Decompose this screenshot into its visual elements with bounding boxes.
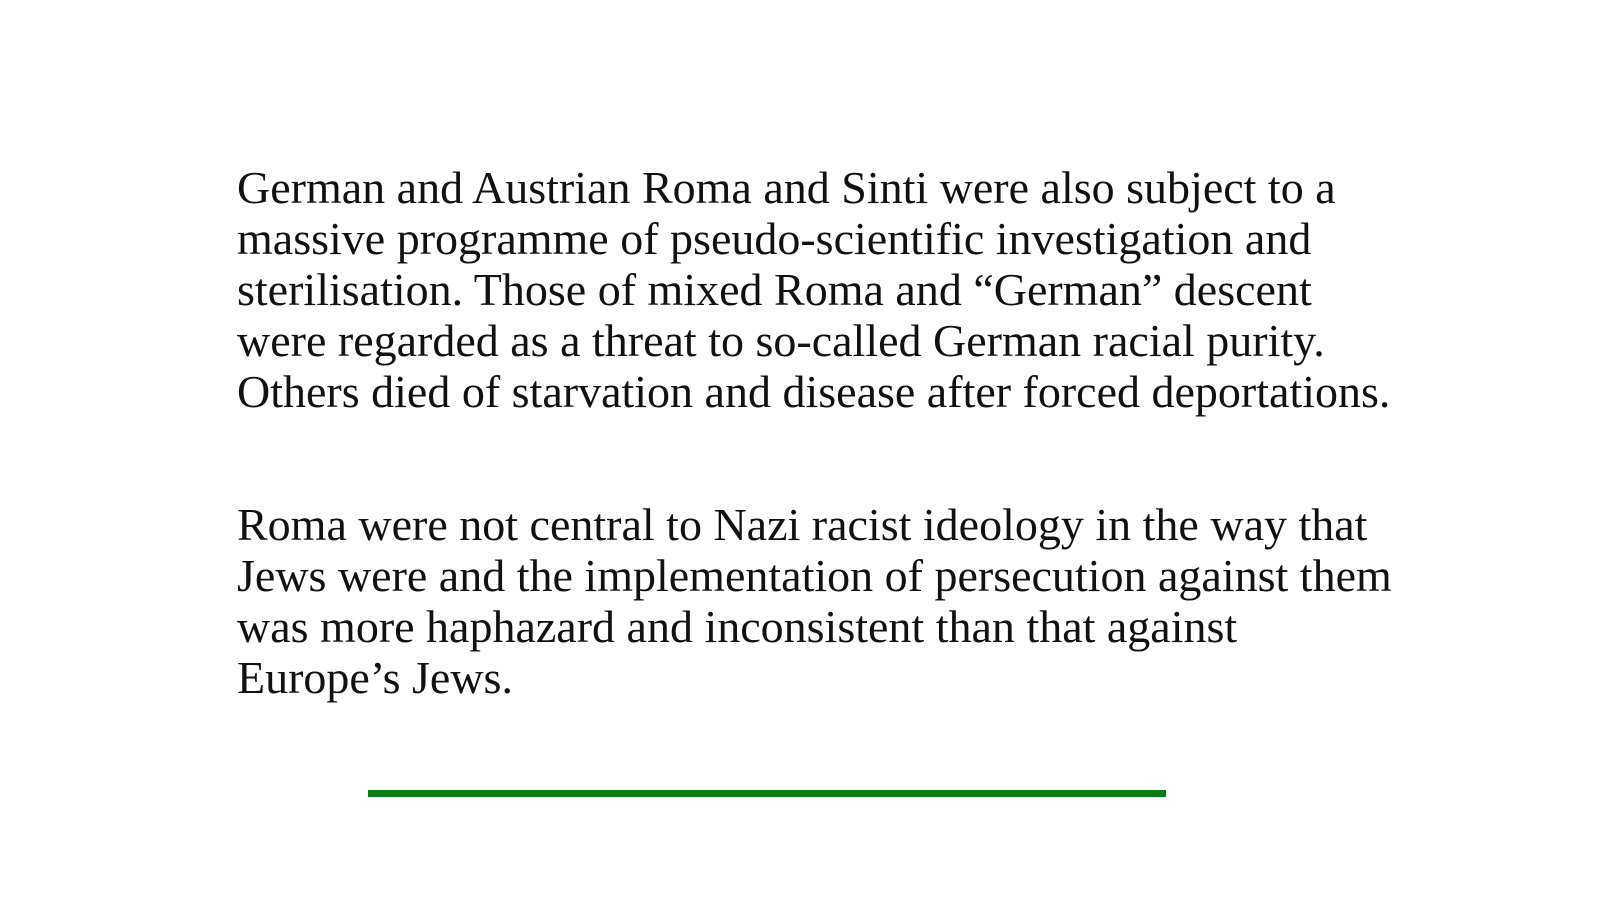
paragraph-roma-sinti-investigation xyxy=(237,162,1477,417)
paragraph-line: Jews were and the implementation of persecution against them xyxy=(237,550,1392,601)
paragraph-line: Others died of starvation and disease after forced deportations. xyxy=(237,366,1391,417)
paragraph-line: massive programme of pseudo-scientific investigation and xyxy=(237,213,1312,264)
paragraph-line: Europe’s Jews. xyxy=(237,652,513,703)
paragraph-line: Roma were not central to Nazi racist ideology in the way that xyxy=(237,499,1368,550)
paragraph-line: were regarded as a threat to so-called German racial purity. xyxy=(237,315,1325,366)
paragraph-line: was more haphazard and inconsistent than that against xyxy=(237,601,1238,652)
paragraph-line: German and Austrian Roma and Sinti were also subject to a xyxy=(237,162,1336,213)
paragraph-line: sterilisation. Those of mixed Roma and “German” descent xyxy=(237,264,1312,315)
green-divider-line xyxy=(368,790,1166,797)
paragraph-roma-nazi-ideology xyxy=(237,499,1477,703)
